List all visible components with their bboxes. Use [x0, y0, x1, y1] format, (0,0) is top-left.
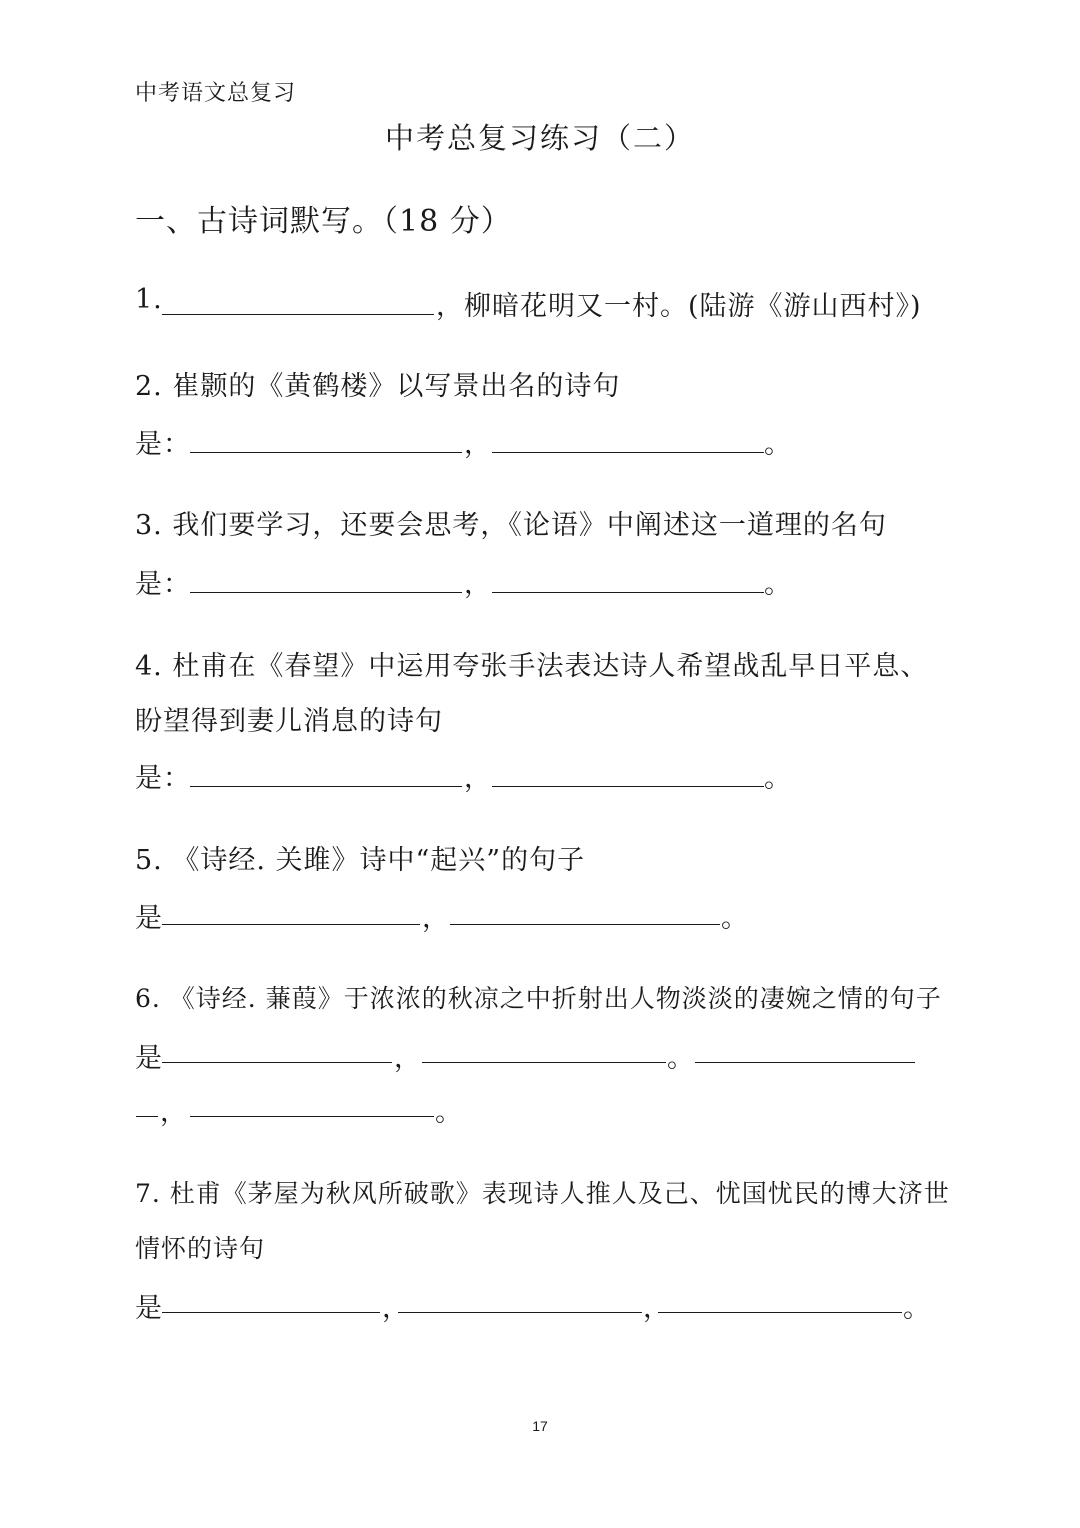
question-text: 6. 《诗经. 蒹葭》于浓浓的秋凉之中折射出人物淡淡的凄婉之情的句子	[135, 984, 942, 1013]
answer-blank[interactable]	[450, 924, 720, 925]
period: 。	[903, 1293, 931, 1324]
answer-blank[interactable]	[658, 1312, 902, 1313]
answer-prefix: 是	[135, 1043, 163, 1074]
comma: ，	[422, 903, 450, 934]
page-title: 中考总复习练习（二）	[384, 121, 695, 155]
answer-prefix: 是	[135, 903, 163, 934]
question-text: 3. 我们要学习，还要会思考，《论语》中阐述这一道理的名句	[135, 510, 887, 541]
period: 。	[764, 569, 792, 600]
section-heading: 一、古诗词默写。（18 分）	[135, 204, 512, 239]
answer-prefix: 是：	[135, 569, 191, 600]
answer-prefix: 是	[135, 1293, 163, 1324]
question-text: 4. 杜甫在《春望》中运用夸张手法表达诗人希望战乱早日平息、	[135, 651, 929, 682]
page-header: 中考语文总复习	[135, 81, 297, 106]
answer-blank[interactable]	[492, 786, 764, 787]
answer-blank-continued[interactable]	[136, 1116, 158, 1117]
answer-blank[interactable]	[190, 592, 462, 593]
answer-blank[interactable]	[190, 786, 462, 787]
answer-blank[interactable]	[190, 1116, 434, 1117]
question-text: ，柳暗花明又一村。(陆游《游山西村》)	[436, 291, 922, 322]
answer-blank[interactable]	[492, 592, 764, 593]
comma: ，	[160, 1097, 188, 1128]
question-text: 2. 崔颢的《黄鹤楼》以写景出名的诗句	[135, 371, 621, 402]
period: 。	[721, 903, 749, 934]
comma: ，	[394, 1043, 422, 1074]
answer-blank[interactable]	[162, 1312, 380, 1313]
comma: ，	[382, 1293, 410, 1324]
answer-blank[interactable]	[422, 1062, 666, 1063]
question-text: 7. 杜甫《茅屋为秋风所破歌》表现诗人推人及己、忧国忧民的博大济世	[135, 1179, 950, 1208]
comma: ，	[464, 569, 492, 600]
answer-blank[interactable]	[190, 452, 462, 453]
answer-blank[interactable]	[162, 924, 420, 925]
answer-blank[interactable]	[162, 1062, 392, 1063]
period: 。	[435, 1097, 463, 1128]
period: 。	[764, 763, 792, 794]
answer-blank[interactable]	[695, 1062, 915, 1063]
answer-blank[interactable]	[398, 1312, 642, 1313]
comma: ，	[643, 1293, 671, 1324]
period: 。	[764, 429, 792, 460]
answer-blank[interactable]	[492, 452, 764, 453]
answer-prefix: 是：	[135, 429, 191, 460]
question-text-continued: 盼望得到妻儿消息的诗句	[135, 706, 443, 737]
question-text: 5. 《诗经. 关雎》诗中“起兴”的句子	[135, 845, 586, 876]
page-number: 17	[532, 1418, 548, 1434]
answer-prefix: 是：	[135, 763, 191, 794]
question-text-continued: 情怀的诗句	[135, 1234, 266, 1263]
comma: ，	[464, 763, 492, 794]
period: 。	[667, 1043, 695, 1074]
answer-blank[interactable]	[162, 314, 434, 315]
question-number: 1.	[135, 284, 163, 315]
comma: ，	[464, 429, 492, 460]
